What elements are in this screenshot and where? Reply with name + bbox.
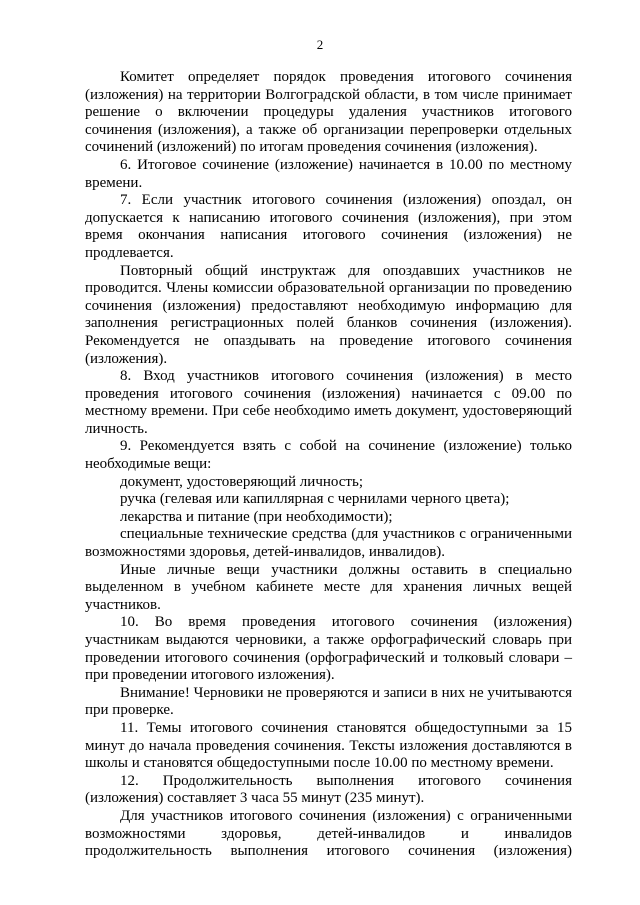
paragraph-item-7: 7. Если участник итогового сочинения (изложения) опоздал, он допускается к написанию итогового сочинения (изложения), при этом время окончания написания итогового сочинения (изложения) не продлевается. [85,192,572,261]
paragraph-disabled-participants: Для участников итогового сочинения (изложения) с ограниченными возможностями здоровья, детей-инвалидов и инвалидов продолжительность выполнения итогового сочинения (изложения) [85,807,572,860]
list-item-document: документ, удостоверяющий личность; [120,473,363,490]
paragraph-committee-procedure: Комитет определяет порядок проведения итогового сочинения (изложения) на территории Волгоградской области, в том числе принимает решение о включении процедуры удаления участников итогового сочинения (изложения), а также об организации перепроверки отдельных сочинений (изложений) по итогам проведения сочинения (изложения). [85,69,572,156]
paragraph-personal-items: Иные личные вещи участники должны оставить в специально выделенном в учебном кабинете месте для хранения личных вещей участников. [85,561,572,613]
list-item-medicine: лекарства и питание (при необходимости); [120,508,393,525]
paragraph-attention: Внимание! Черновики не проверяются и записи в них не учитываются при проверке. [85,684,572,719]
paragraph-repeat-briefing: Повторный общий инструктаж для опоздавших участников не проводится. Члены комиссии образовательной организации по проведению сочинения (изложения) предоставляют необходимую информацию для заполнения регистрационных полей бланков сочинения (изложения). Рекомендуется не опаздывать на проведение итогового сочинения (изложения). [85,262,572,367]
paragraph-item-12: 12. Продолжительность выполнения итогового сочинения (изложения) составляет 3 часа 55 минут (235 минут). [85,772,572,807]
document-body [85,69,572,861]
paragraph-item-11: 11. Темы итогового сочинения становятся общедоступными за 15 минут до начала проведения сочинения. Тексты изложения доставляются в школы и становятся общедоступными после 10.00 по местному времени. [85,719,572,772]
paragraph-item-6: 6. Итоговое сочинение (изложение) начинается в 10.00 по местному времени. [85,156,572,191]
page-number: 2 [316,37,324,52]
paragraph-item-10: 10. Во время проведения итогового сочинения (изложения) участникам выдаются черновики, а также орфографический словарь при проведении итогового сочинения (орфографический и толковый словари – при проведении итогового изложения). [85,614,572,684]
list-item-pen: ручка (гелевая или капиллярная с чернилами черного цвета); [120,491,510,508]
paragraph-item-8: 8. Вход участников итогового сочинения (изложения) в место проведения итогового сочинения (изложения) начинается с 09.00 по местному времени. При себе необходимо иметь документ, удостоверяющий личность. [85,368,572,437]
paragraph-item-9: 9. Рекомендуется взять с собой на сочинение (изложение) только необходимые вещи: [85,438,572,473]
list-item-special-equipment: специальные технические средства (для участников с ограниченными возможностями здоровья, детей-инвалидов, инвалидов). [85,526,572,561]
